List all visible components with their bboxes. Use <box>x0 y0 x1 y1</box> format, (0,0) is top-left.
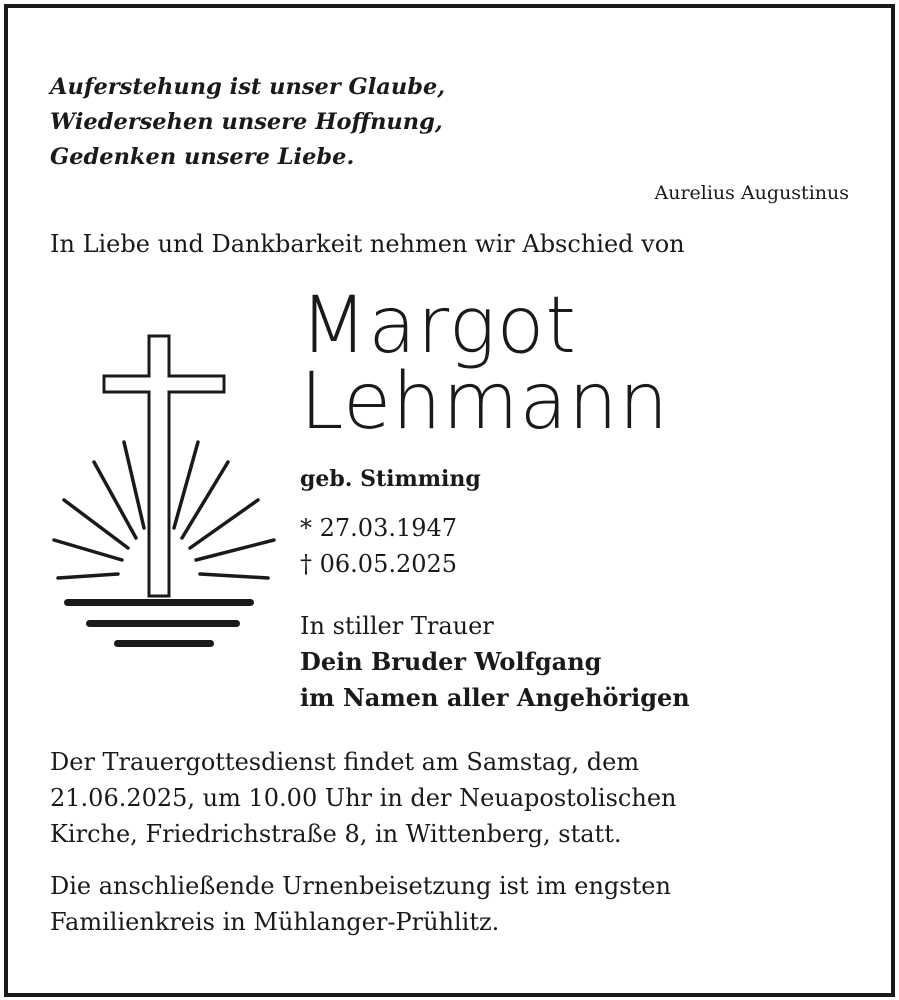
burial-info <box>50 868 671 940</box>
mourners-block <box>300 608 690 716</box>
birth-name: geb. Stimming <box>300 466 481 492</box>
burial-line: Familienkreis in Mühlanger-Prühlitz. <box>50 908 500 936</box>
service-line: Kirche, Friedrichstraße 8, in Wittenberg, statt. <box>50 820 622 848</box>
quote-line: Wiedersehen unsere Hoffnung, <box>50 109 443 135</box>
burial-line: Die anschließende Urnenbeisetzung ist im engsten <box>50 872 671 900</box>
first-name: Margot <box>300 281 577 371</box>
birth-date: * 27.03.1947 <box>300 514 458 542</box>
service-info <box>50 744 676 852</box>
mourner-line: im Namen aller Angehörigen <box>300 683 690 712</box>
life-dates <box>300 510 457 582</box>
quote-author: Aurelius Augustinus <box>654 182 849 204</box>
quote-block <box>50 70 445 175</box>
last-name: Lehmann <box>300 357 670 447</box>
intro-text: In Liebe und Dankbarkeit nehmen wir Abschied von <box>50 230 685 258</box>
quote-line: Auferstehung ist unser Glaube, <box>50 74 446 100</box>
service-line: Der Trauergottesdienst findet am Samstag, dem <box>50 748 640 776</box>
mourners-heading: In stiller Trauer <box>300 612 494 640</box>
service-line: 21.06.2025, um 10.00 Uhr in der Neuapostolischen <box>50 784 677 812</box>
deceased-name <box>300 281 670 447</box>
quote-line: Gedenken unsere Liebe. <box>50 144 355 170</box>
mourner-line: Dein Bruder Wolfgang <box>300 647 602 676</box>
death-date: † 06.05.2025 <box>300 550 458 578</box>
cross-sunrise-icon <box>48 330 280 650</box>
